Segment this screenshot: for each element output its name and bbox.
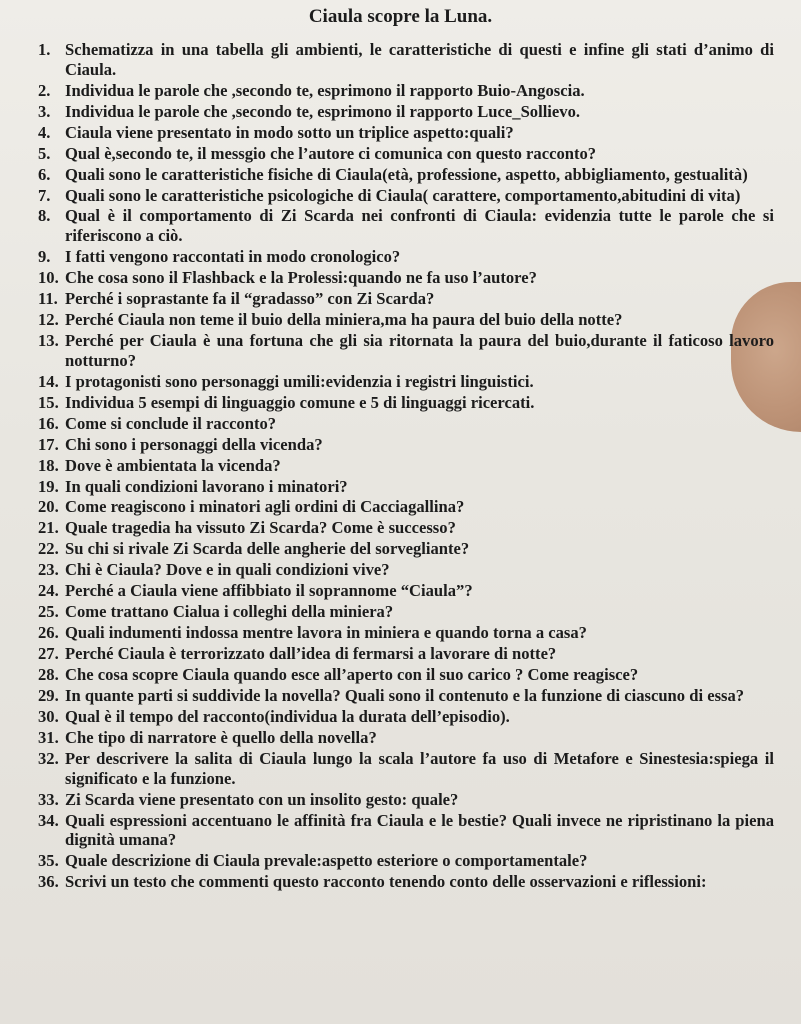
- question-number: 22.: [38, 539, 59, 559]
- question-text: Qual è il tempo del racconto(individua la durata dell’episodio).: [65, 707, 510, 727]
- question-text: Individua le parole che ,secondo te, esprimono il rapporto Luce_Sollievo.: [65, 101, 581, 121]
- question-text: Individua le parole che ,secondo te, esprimono il rapporto Buio-Angoscia.: [65, 80, 585, 100]
- question-text: Dove è ambientata la vicenda?: [65, 455, 281, 475]
- question-text: Come si conclude il racconto?: [65, 413, 277, 433]
- question-text: In quante parti si suddivide la novella? Quali sono il contenuto e la funzione di ciascuno di essa?: [65, 686, 745, 706]
- question-text: I protagonisti sono personaggi umili:evidenzia i registri linguistici.: [65, 371, 534, 391]
- question-item: [38, 165, 774, 185]
- question-number: 28.: [38, 665, 59, 685]
- question-number: 33.: [38, 789, 59, 809]
- question-number: 3.: [38, 101, 51, 121]
- page-title: Ciaula scopre la Luna.: [308, 6, 493, 27]
- question-item: [38, 289, 774, 309]
- question-text: Su chi si rivale Zi Scarda delle angherie del sorvegliante?: [65, 539, 470, 559]
- question-item: [38, 539, 774, 559]
- question-number: 36.: [38, 872, 59, 892]
- question-number: 32.: [38, 749, 59, 769]
- question-text: Perché i soprastante fa il “gradasso” con Zi Scarda?: [65, 289, 435, 309]
- question-item: [38, 123, 774, 143]
- question-text: Quali indumenti indossa mentre lavora in miniera e quando torna a casa?: [65, 623, 587, 643]
- question-item: [38, 872, 774, 892]
- question-number: 35.: [38, 851, 59, 871]
- question-number: 31.: [38, 728, 59, 748]
- question-item: [38, 851, 774, 871]
- question-item: [38, 81, 774, 101]
- question-item: [38, 414, 774, 434]
- question-number: 19.: [38, 476, 59, 496]
- question-item: [38, 477, 774, 497]
- question-item: [38, 602, 774, 622]
- question-text: Perché Ciaula non teme il buio della miniera,ma ha paura del buio della notte?: [65, 310, 623, 330]
- question-text: Come reagiscono i minatori agli ordini di Cacciagallina?: [65, 497, 465, 517]
- question-item: [38, 581, 774, 601]
- question-text: Che cosa scopre Ciaula quando esce all’aperto con il suo carico ? Come reagisce?: [65, 665, 639, 685]
- question-item: [38, 372, 774, 392]
- question-item: [38, 665, 774, 685]
- question-number: 21.: [38, 518, 59, 538]
- question-text: Che tipo di narratore è quello della novella?: [65, 728, 377, 748]
- question-number: 5.: [38, 143, 51, 163]
- question-text: In quali condizioni lavorano i minatori?: [65, 476, 348, 496]
- question-item: [38, 186, 774, 206]
- question-text: Qual è il comportamento di Zi Scarda nei confronti di Ciaula: evidenzia tutte le parole che si riferiscono a ciò.: [65, 206, 774, 246]
- question-number: 2.: [38, 80, 51, 100]
- question-number: 14.: [38, 371, 59, 391]
- question-text: Come trattano Cialua i colleghi della miniera?: [65, 602, 394, 622]
- question-item: [38, 686, 774, 706]
- question-item: [38, 393, 774, 413]
- question-text: Perché per Ciaula è una fortuna che gli sia ritornata la paura del buio,durante il faticoso lavoro notturno?: [65, 331, 774, 370]
- question-number: 30.: [38, 707, 59, 727]
- question-text: Per descrivere la salita di Ciaula lungo la scala l’autore fa uso di Metafore e Sinestesia:spiega il significato e la funzione.: [65, 749, 774, 788]
- question-number: 24.: [38, 581, 59, 601]
- question-number: 18.: [38, 455, 59, 475]
- question-item: [38, 644, 774, 664]
- question-text: Quale tragedia ha vissuto Zi Scarda? Come è successo?: [65, 518, 456, 538]
- question-item: [38, 497, 774, 517]
- question-text: Chi è Ciaula? Dove e in quali condizioni vive?: [65, 560, 390, 580]
- question-number: 17.: [38, 434, 59, 454]
- question-item: [38, 40, 774, 79]
- question-item: [38, 102, 774, 122]
- question-item: [38, 310, 774, 330]
- question-number: 20.: [38, 497, 59, 517]
- question-text: Quale descrizione di Ciaula prevale:aspetto esteriore o comportamentale?: [65, 851, 588, 871]
- question-item: [38, 623, 774, 643]
- question-text: Perché Ciaula è terrorizzato dall’idea di fermarsi a lavorare di notte?: [65, 644, 557, 664]
- question-item: [38, 144, 774, 164]
- question-number: 8.: [38, 206, 51, 226]
- question-item: [38, 560, 774, 580]
- question-number: 23.: [38, 560, 59, 580]
- question-number: 26.: [38, 623, 59, 643]
- question-item: [38, 206, 774, 245]
- question-item: [38, 790, 774, 810]
- question-number: 12.: [38, 310, 59, 330]
- question-number: 10.: [38, 268, 59, 288]
- question-text: Quali sono le caratteristiche psicologiche di Ciaula( carattere, comportamento,abitudini di vita): [65, 185, 741, 205]
- question-text: Chi sono i personaggi della vicenda?: [65, 434, 323, 454]
- question-text: Scrivi un testo che commenti questo racconto tenendo conto delle osservazioni e riflessioni:: [65, 872, 707, 892]
- question-item: [38, 435, 774, 455]
- question-item: [38, 707, 774, 727]
- question-text: Individua 5 esempi di linguaggio comune e 5 di linguaggi ricercati.: [65, 392, 535, 412]
- question-text: Zi Scarda viene presentato con un insolito gesto: quale?: [65, 789, 459, 809]
- question-number: 25.: [38, 602, 59, 622]
- question-number: 34.: [38, 810, 59, 830]
- question-number: 9.: [38, 247, 51, 267]
- question-text: Quali espressioni accentuano le affinità fra Ciaula e le bestie? Quali invece ne ripristinano la piena dignità umana?: [65, 810, 774, 850]
- question-text: Quali sono le caratteristiche fisiche di Ciaula(età, professione, aspetto, abbigliamento, gestualità): [65, 164, 748, 184]
- question-number: 16.: [38, 413, 59, 433]
- question-item: [38, 247, 774, 267]
- question-text: Perché a Ciaula viene affibbiato il soprannome “Ciaula”?: [65, 581, 473, 601]
- question-item: [38, 811, 774, 850]
- question-number: 4.: [38, 122, 51, 142]
- question-item: [38, 456, 774, 476]
- question-number: 6.: [38, 164, 51, 184]
- question-text: Schematizza in una tabella gli ambienti, le caratteristiche di questi e infine gli stati d’animo di Ciaula.: [65, 40, 774, 79]
- question-number: 13.: [38, 331, 59, 350]
- question-item: [38, 749, 774, 788]
- question-number: 1.: [38, 40, 51, 59]
- question-list: [38, 40, 774, 893]
- question-item: [38, 518, 774, 538]
- question-number: 29.: [38, 686, 59, 706]
- question-text: Qual è,secondo te, il messgio che l’autore ci comunica con questo racconto?: [65, 143, 597, 163]
- question-number: 11.: [38, 289, 58, 309]
- question-item: [38, 268, 774, 288]
- question-text: Che cosa sono il Flashback e la Prolessi:quando ne fa uso l’autore?: [65, 268, 537, 288]
- question-text: Ciaula viene presentato in modo sotto un triplice aspetto:quali?: [65, 122, 514, 142]
- question-text: I fatti vengono raccontati in modo cronologico?: [65, 247, 401, 267]
- question-number: 15.: [38, 392, 59, 412]
- question-item: [38, 728, 774, 748]
- question-number: 27.: [38, 644, 59, 664]
- question-number: 7.: [38, 185, 51, 205]
- question-item: [38, 331, 774, 370]
